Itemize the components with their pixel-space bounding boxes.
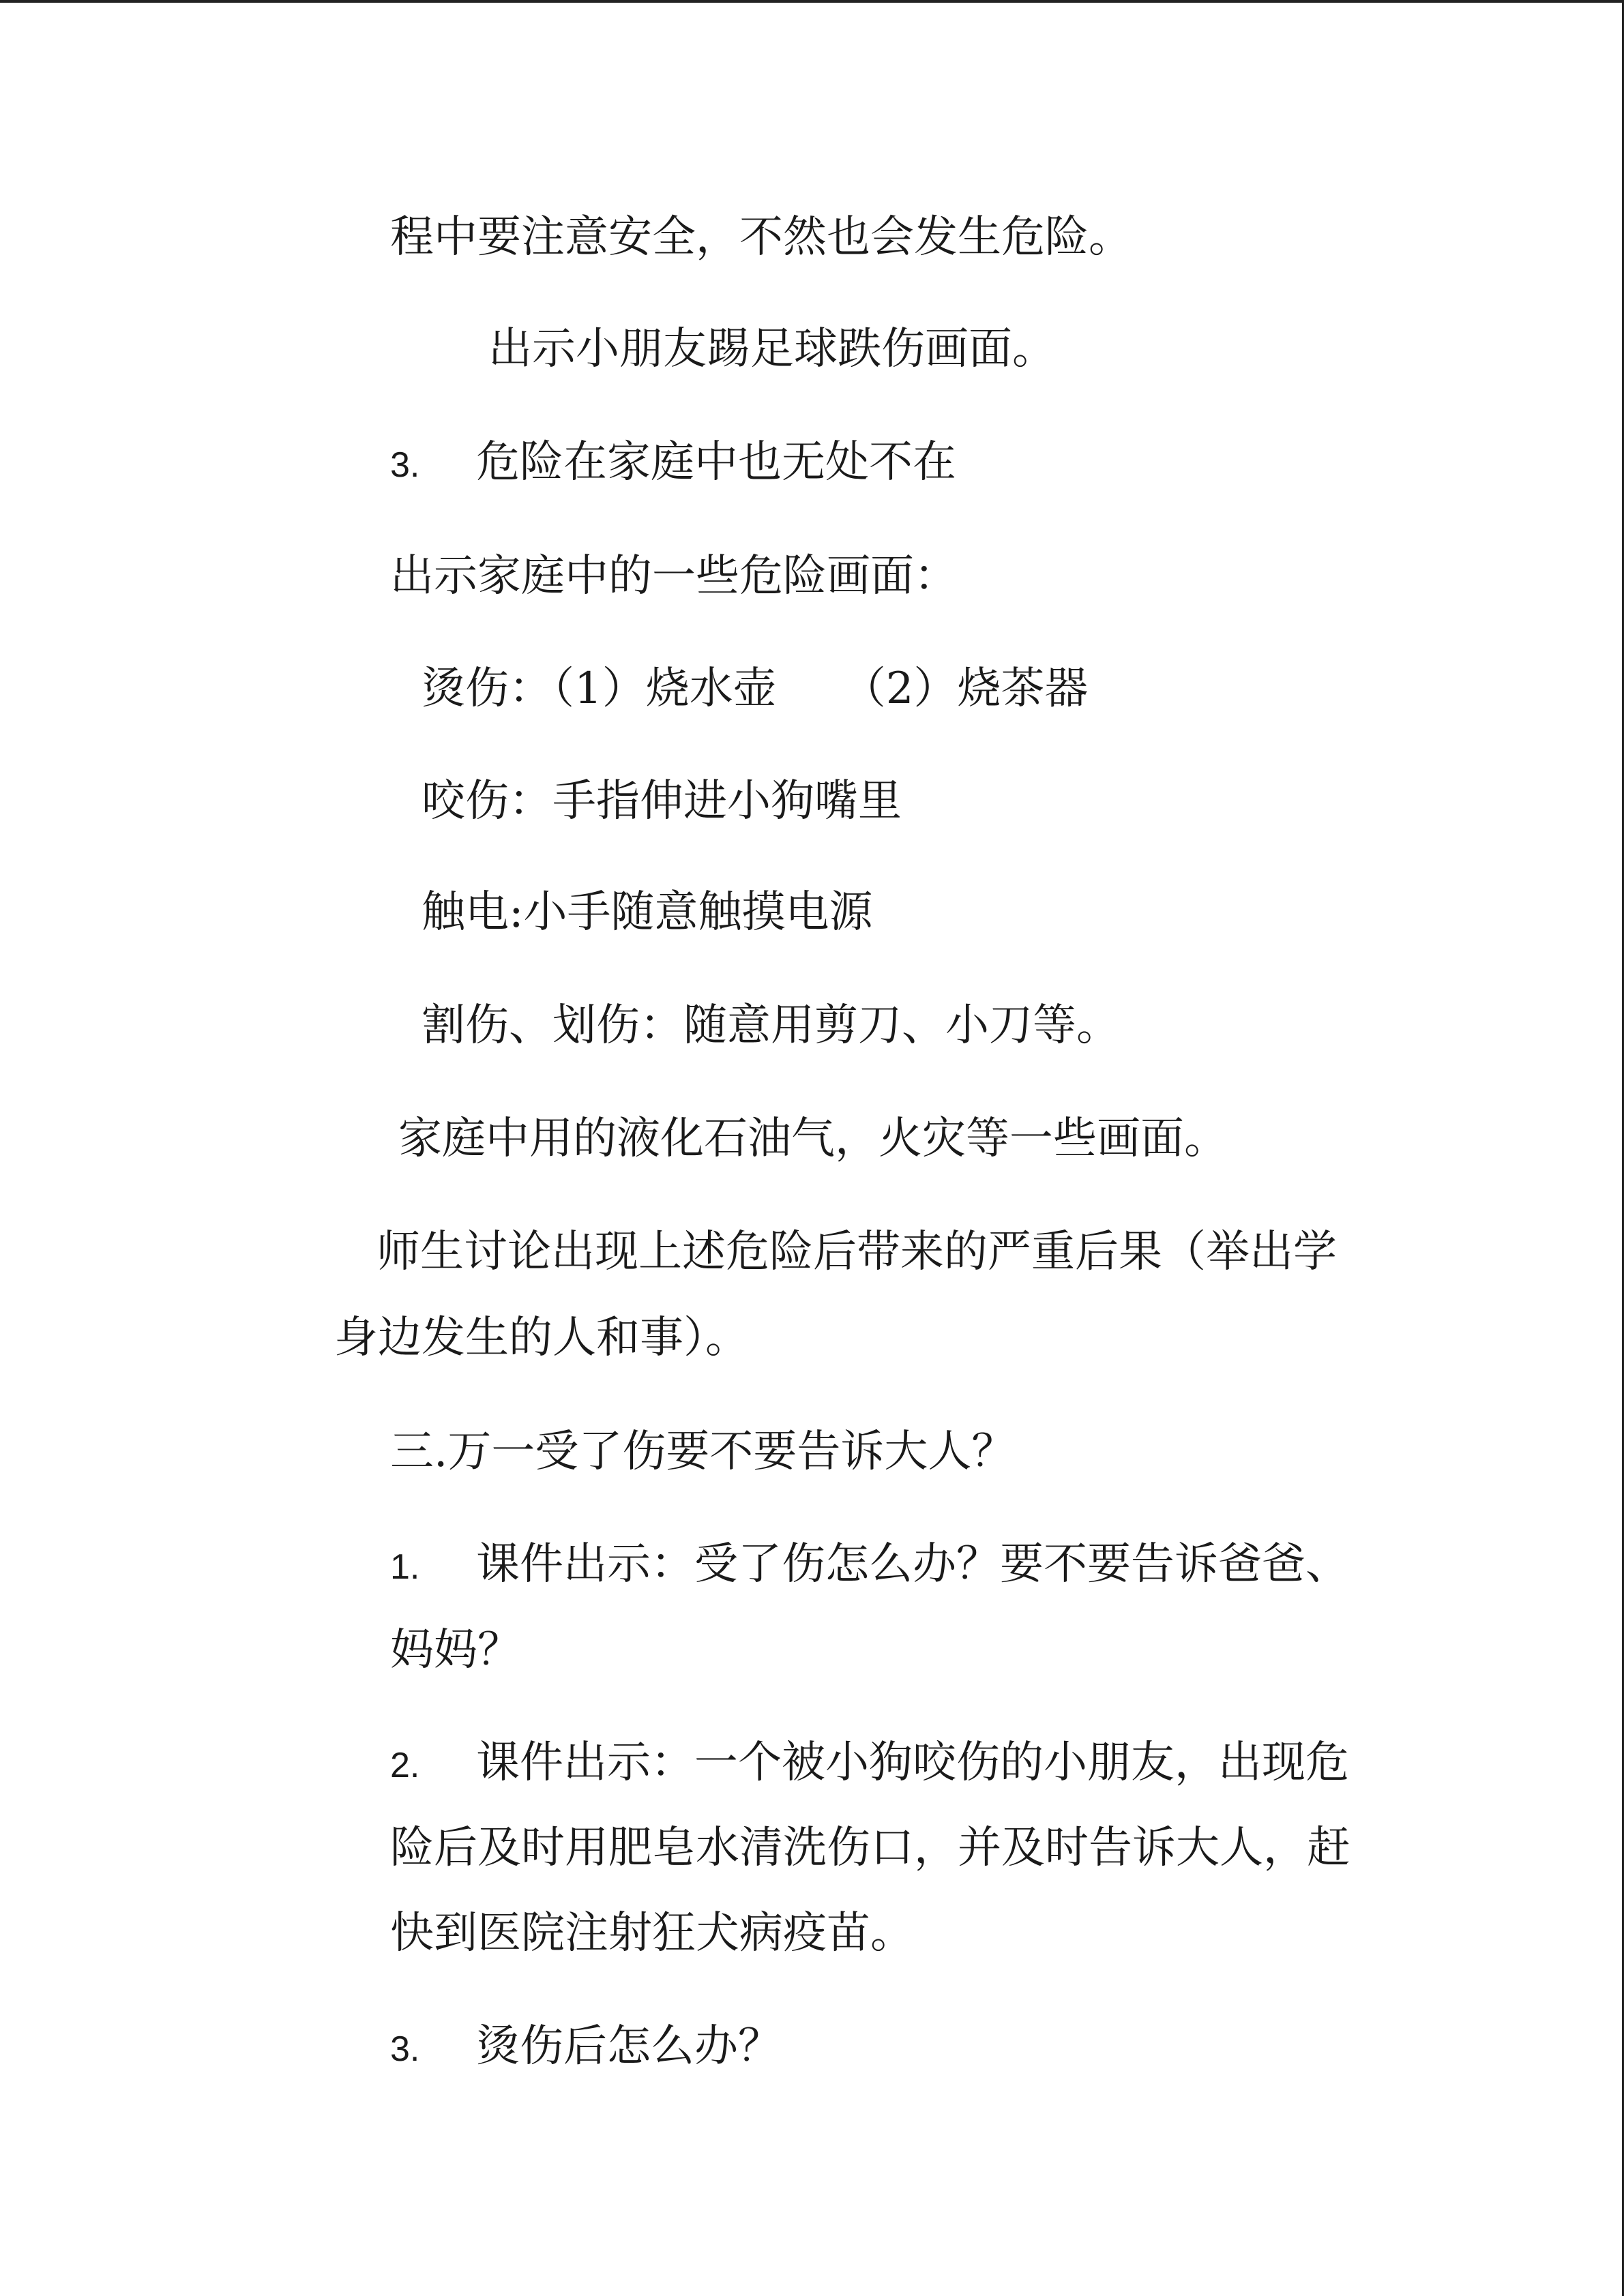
line-text: 烫伤：（1）烧水壶 （2）烧茶器 bbox=[422, 664, 1089, 714]
text-line-5 bbox=[422, 664, 1089, 714]
list-number: 1. bbox=[390, 1547, 420, 1587]
line-text: 出示小朋友踢足球跌伤画面。 bbox=[488, 324, 1056, 374]
text-line-16 bbox=[390, 1823, 1350, 1873]
line-text: 咬伤：手指伸进小狗嘴里 bbox=[422, 776, 902, 826]
page-border-top bbox=[0, 0, 1624, 3]
line-text: 险后及时用肥皂水清洗伤口，并及时告诉大人，赶 bbox=[390, 1823, 1350, 1873]
line-text: 烫伤后怎么办？ bbox=[476, 2021, 782, 2072]
numbered-item-1 bbox=[390, 1539, 1349, 1590]
text-line-11 bbox=[334, 1313, 749, 1363]
list-number: 3. bbox=[390, 2029, 420, 2069]
line-text: 家庭中用的液化石油气，火灾等一些画面。 bbox=[398, 1114, 1228, 1164]
numbered-item-2 bbox=[390, 1738, 1349, 1788]
text-line-14 bbox=[390, 1625, 521, 1675]
line-text: 三.万一受了伤要不要告诉大人？ bbox=[390, 1427, 1016, 1477]
text-line-7 bbox=[422, 887, 873, 938]
text-line-17 bbox=[390, 1908, 914, 1958]
line-text: 快到医院注射狂犬病疫苗。 bbox=[390, 1908, 914, 1958]
list-number: 3. bbox=[390, 445, 420, 485]
text-line-4 bbox=[390, 551, 958, 601]
text-line-2 bbox=[488, 324, 1056, 374]
line-text: 妈妈？ bbox=[390, 1625, 521, 1675]
line-text: 身边发生的人和事）。 bbox=[334, 1313, 749, 1363]
line-text: 程中要注意安全，不然也会发生危险。 bbox=[390, 212, 1132, 263]
section-heading-3 bbox=[390, 1427, 1016, 1477]
text-line-1 bbox=[390, 212, 1132, 263]
numbered-item-3 bbox=[390, 2021, 782, 2072]
text-line-8 bbox=[422, 1000, 1120, 1051]
line-text: 割伤、划伤：随意用剪刀、小刀等。 bbox=[422, 1000, 1120, 1051]
line-text: 课件出示：受了伤怎么办？要不要告诉爸爸、 bbox=[476, 1539, 1349, 1590]
line-text: 触电:小手随意触摸电源 bbox=[422, 887, 873, 938]
line-text: 课件出示：一个被小狗咬伤的小朋友，出现危 bbox=[476, 1738, 1349, 1788]
text-line-6 bbox=[422, 776, 902, 826]
text-line-10 bbox=[377, 1227, 1337, 1277]
list-number: 2. bbox=[390, 1746, 420, 1785]
text-line-9 bbox=[398, 1114, 1228, 1164]
line-text: 危险在家庭中也无处不在 bbox=[476, 437, 956, 488]
line-text: 师生讨论出现上述危险后带来的严重后果（举出学 bbox=[377, 1227, 1337, 1277]
line-text: 出示家庭中的一些危险画面： bbox=[390, 551, 958, 601]
numbered-item-3-heading bbox=[390, 437, 956, 488]
